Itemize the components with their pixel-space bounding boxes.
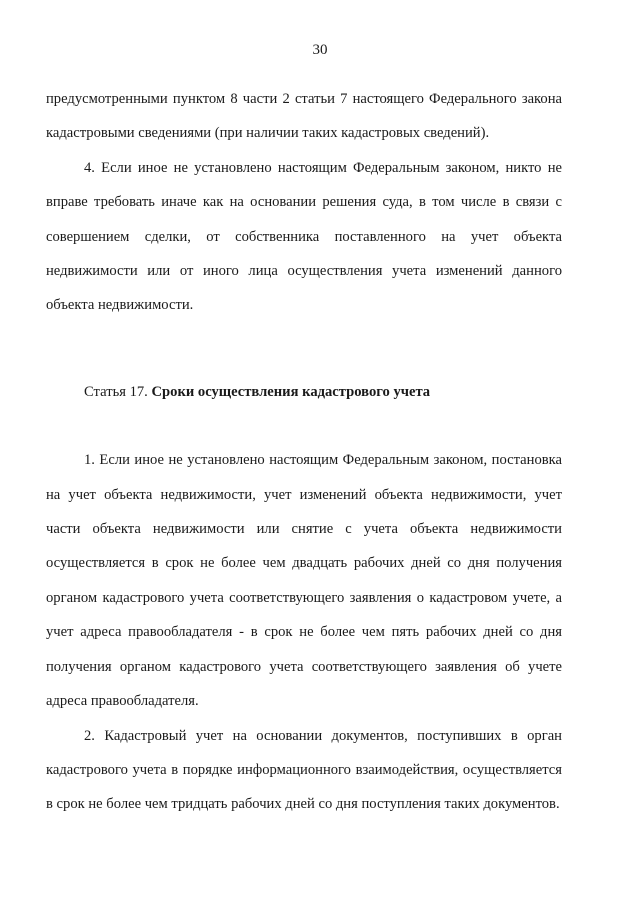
spacer xyxy=(46,323,562,375)
spacer xyxy=(46,409,562,443)
paragraph-item-2: 2. Кадастровый учет на основании документов, поступивших в орган кадастрового учета в порядке информационного взаимодействия, осуществляется в срок не более чем тридцать рабочих дней со дня поступления таких документов. xyxy=(46,727,562,813)
paragraph-item-4: 4. Если иное не установлено настоящим Федеральным законом, никто не вправе требовать иначе как на основании решения суда, в том числе в связи с совершением сделки, от собственника поставленного на учет объекта недвижимости или от иного лица осуществления учета изменений данного объекта недвижимости. xyxy=(46,159,562,314)
paragraph-continuation: предусмотренными пунктом 8 части 2 статьи 7 настоящего Федерального закона кадастровыми сведениями (при наличии таких кадастровых сведений). xyxy=(46,91,562,142)
paragraph-item-1: 1. Если иное не установлено настоящим Федеральным законом, постановка на учет объекта недвижимости, учет изменений объекта недвижимости, учет части объекта недвижимости или снятие с учета объекта недвижимости осуществляется в срок не более чем двадцать рабочих дней со дня получения органом кадастрового учета соответствующего заявления о кадастровом учете, а учет адреса правообладателя - в срок не более чем пять рабочих дней со дня получения органом кадастрового учета соответствующего заявления об учете адреса правообладателя. xyxy=(46,452,562,710)
article-heading xyxy=(46,375,562,409)
article-title: Сроки осуществления кадастрового учета xyxy=(151,383,431,400)
page-number: 30 xyxy=(312,42,328,58)
article-prefix: Статья 17. xyxy=(84,383,148,400)
document-body xyxy=(46,82,562,822)
